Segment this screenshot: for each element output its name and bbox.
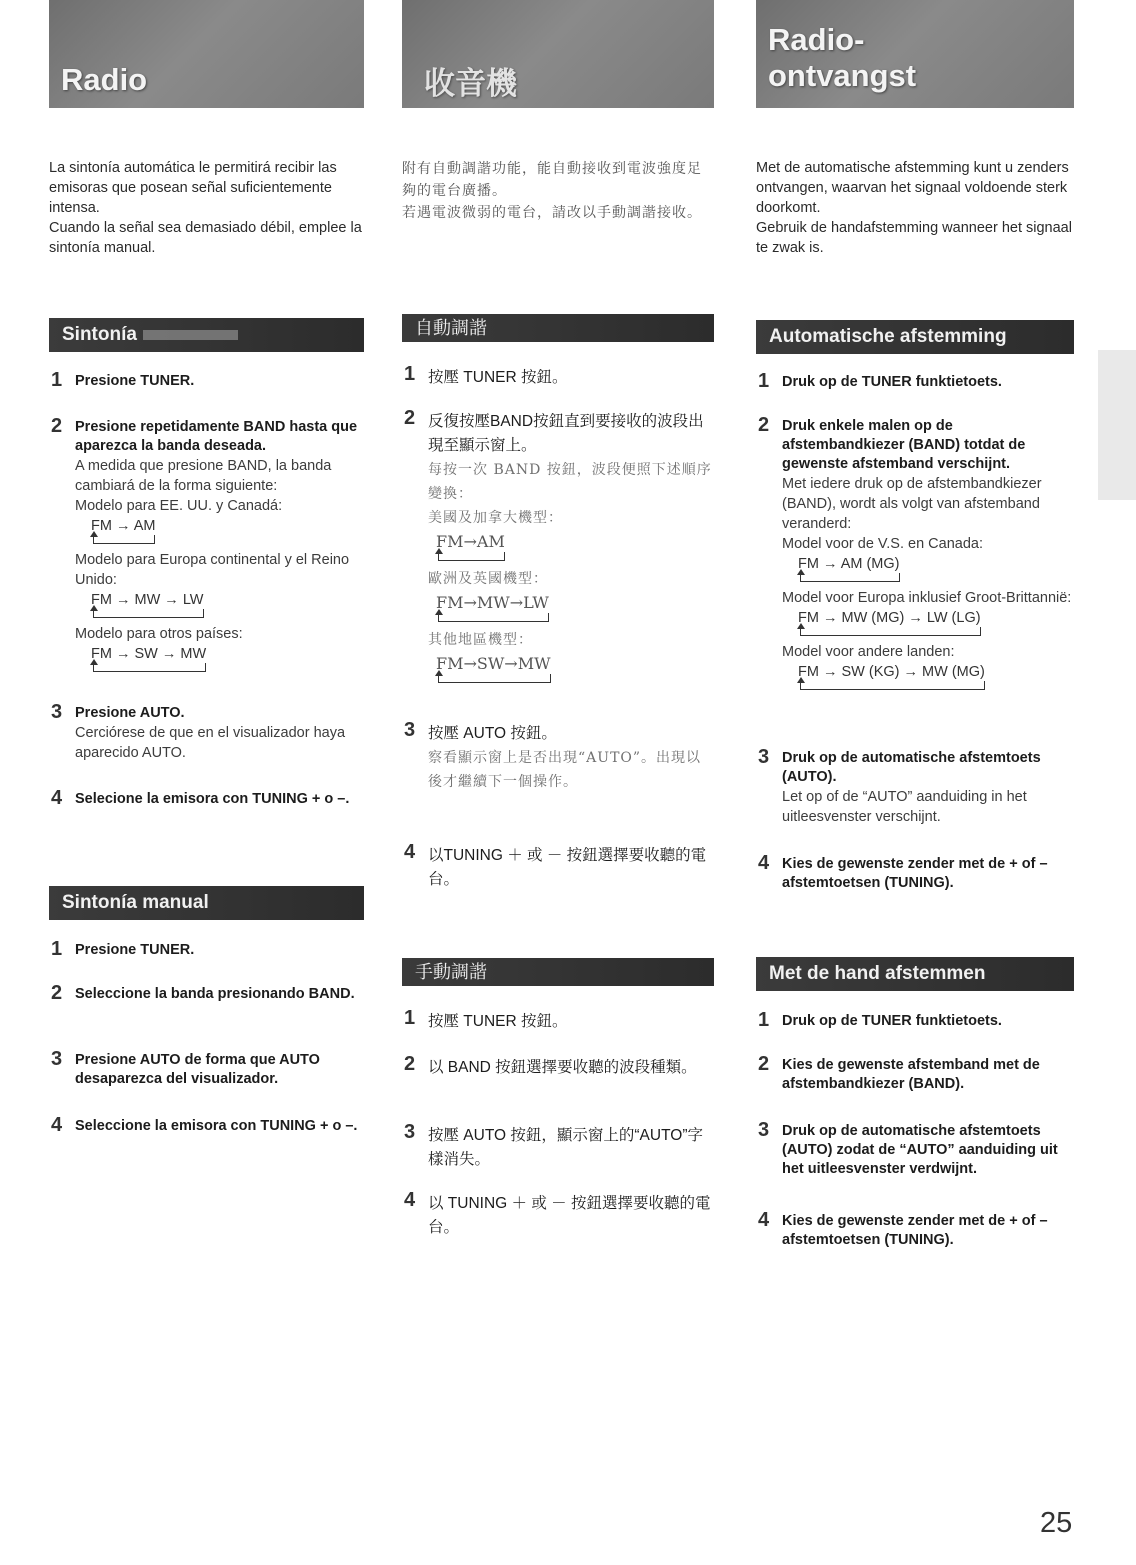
step-number: 2 [51, 982, 63, 1004]
step-number: 3 [404, 1121, 416, 1143]
step-title: 按壓 TUNER 按鈕。 [428, 1013, 568, 1030]
model-label: Modelo para otros países: [75, 626, 243, 642]
list-item [402, 1007, 714, 1056]
step-number: 1 [404, 363, 416, 385]
step-title: 以 BAND 按鈕選擇要收聽的波段種類。 [428, 1059, 697, 1076]
step-title: Kies de gewenste zender met de + of – afstemtoetsen (TUNING). [782, 1213, 1048, 1248]
manual-tuning-steps [756, 1009, 1074, 1250]
step-title: Druk op de automatische afstemtoets (AUTO). [782, 750, 1041, 785]
step-number: 1 [404, 1007, 416, 1029]
band-sequence: FM→MW→LW [436, 593, 549, 622]
model-label: 歐洲及英國機型： [428, 571, 548, 587]
band-sequence: FM → MW (MG) → LW (LG) [798, 610, 981, 636]
step-number: 2 [758, 414, 770, 436]
step-description: Met iedere druk op de afstembandkiezer (BAND), wordt als volgt van afstemband veranderd: [782, 476, 1042, 532]
model-label: Model voor andere landen: [782, 644, 955, 660]
section-title: Radio- ontvangst [768, 22, 917, 93]
list-item [756, 1009, 1074, 1056]
title-banner [402, 0, 714, 108]
auto-tuning-heading [756, 320, 1074, 354]
band-sequence: FM→AM [436, 532, 505, 561]
heading-label: Automatische afstemming [769, 326, 1007, 347]
list-item [49, 787, 364, 809]
step-title: Kies de gewenste afstemband met de afstembandkiezer (BAND). [782, 1057, 1040, 1092]
step-number: 4 [404, 1189, 416, 1211]
step-title: Selecione la emisora con TUNING + o –. [75, 791, 350, 807]
step-title: Druk op de automatische afstemtoets (AUTO) zodat de “AUTO” aanduiding uit het uitleesvenster verdwijnt. [782, 1123, 1058, 1177]
step-number: 4 [758, 852, 770, 874]
intro-text: 附有自動調諧功能，能自動接收到電波強度足夠的電台廣播。 若遇電波微弱的電台，請改以手動調諧接收。 [402, 161, 702, 221]
list-item [402, 1121, 714, 1192]
step-number: 2 [404, 407, 416, 429]
step-number: 4 [404, 841, 416, 863]
intro-text: Met de automatische afstemming kunt u zenders ontvangen, waarvan het signaal voldoende sterk doorkomt. Gebruik de handafstemming wanneer het signaal te zwak is. [756, 160, 1072, 256]
step-title: Presione AUTO de forma que AUTO desaparezca del visualizador. [75, 1052, 320, 1087]
page-edge-tab [1098, 350, 1136, 500]
section-title: Radio [61, 62, 148, 97]
list-item [756, 414, 1074, 749]
model-label: 其他地區機型： [428, 632, 533, 648]
step-number: 4 [51, 1114, 63, 1136]
list-item [49, 982, 364, 1051]
step-title: Seleccione la banda presionando BAND. [75, 986, 355, 1002]
list-item [756, 1119, 1074, 1212]
step-title: Presione AUTO. [75, 705, 185, 721]
heading-faded-text [143, 330, 238, 340]
step-description: 每按一次 BAND 按鈕，波段便照下述順序變換： [428, 462, 712, 502]
list-item [49, 415, 364, 704]
auto-tuning-steps [756, 370, 1074, 893]
auto-tuning-heading [402, 314, 714, 342]
step-title: Druk op de TUNER funktietoets. [782, 1013, 1002, 1029]
band-sequence: FM→SW→MW [436, 654, 551, 683]
step-title: 按壓 TUNER 按鈕。 [428, 369, 568, 386]
intro-text: La sintonía automática le permitirá recibir las emisoras que posean señal suficientemente intensa. Cuando la señal sea demasiado débil, emplee la sintonía manual. [49, 160, 362, 256]
manual-tuning-heading [402, 958, 714, 986]
list-item [49, 369, 364, 418]
manual-tuning-heading [756, 957, 1074, 991]
step-description: 察看顯示窗上是否出現“AUTO”。出現以後才繼續下一個操作。 [428, 750, 702, 790]
step-title: Druk enkele malen op de afstembandkiezer (BAND) totdat de gewenste afstemband verschijnt. [782, 418, 1026, 472]
band-sequence: FM → AM (MG) [798, 556, 900, 582]
list-item [756, 1053, 1074, 1122]
step-number: 3 [404, 719, 416, 741]
list-item [402, 363, 714, 410]
auto-tuning-steps [49, 369, 364, 809]
title-banner [756, 0, 1074, 108]
step-number: 4 [758, 1209, 770, 1231]
list-item [49, 1048, 364, 1117]
list-item [756, 370, 1074, 417]
step-title: 以 TUNING ＋ 或 － 按鈕選擇要收聽的電台。 [428, 1195, 711, 1236]
page-number: 25 [1040, 1507, 1073, 1539]
list-item [756, 1209, 1074, 1250]
band-sequence: FM → SW → MW [91, 646, 206, 672]
auto-tuning-heading [49, 318, 364, 352]
list-item [49, 1114, 364, 1136]
section-title: 收音機 [424, 66, 517, 101]
step-number: 3 [51, 1048, 63, 1070]
band-sequence: FM → AM [91, 518, 155, 544]
step-title: 按壓 AUTO 按鈕。 [428, 725, 557, 742]
list-item [402, 841, 714, 892]
heading-label: Sintonía [62, 324, 137, 345]
step-number: 3 [758, 1119, 770, 1141]
step-title: Seleccione la emisora con TUNING + o –. [75, 1118, 358, 1134]
auto-tuning-steps [402, 363, 714, 892]
list-item [49, 938, 364, 985]
step-title: Presione TUNER. [75, 942, 195, 958]
step-number: 2 [51, 415, 63, 437]
list-item [756, 746, 1074, 855]
step-title: Presione repetidamente BAND hasta que aparezca la banda deseada. [75, 419, 358, 454]
model-label: Modelo para Europa continental y el Reino Unido: [75, 552, 350, 588]
step-number: 3 [758, 746, 770, 768]
step-number: 4 [51, 787, 63, 809]
list-item [49, 701, 364, 790]
list-item [402, 719, 714, 844]
step-number: 1 [758, 370, 770, 392]
heading-label: Met de hand afstemmen [769, 963, 986, 984]
step-title: Kies de gewenste zender met de + of – afstemtoetsen (TUNING). [782, 856, 1048, 891]
manual-tuning-steps [49, 938, 364, 1136]
step-number: 2 [758, 1053, 770, 1075]
step-title: Druk op de TUNER funktietoets. [782, 374, 1002, 390]
model-label: Model voor Europa inklusief Groot-Brittannië: [782, 590, 1072, 606]
band-sequence: FM → SW (KG) → MW (MG) [798, 664, 985, 690]
heading-label: Sintonía manual [62, 892, 209, 913]
step-number: 1 [758, 1009, 770, 1031]
step-number: 3 [51, 701, 63, 723]
step-title: Presione TUNER. [75, 373, 195, 389]
step-title: 反復按壓BAND按鈕直到要接收的波段出現至顯示窗上。 [428, 413, 704, 454]
list-item [402, 1189, 714, 1240]
list-item [756, 852, 1074, 893]
step-title: 按壓 AUTO 按鈕，顯示窗上的“AUTO”字樣消失。 [428, 1127, 703, 1168]
list-item [402, 1053, 714, 1124]
manual-tuning-steps [402, 1007, 714, 1240]
model-label: Model voor de V.S. en Canada: [782, 536, 983, 552]
step-number: 1 [51, 938, 63, 960]
step-title: 以TUNING ＋ 或 － 按鈕選擇要收聽的電台。 [428, 847, 707, 888]
step-description: A medida que presione BAND, la banda cambiará de la forma siguiente: [75, 458, 332, 494]
model-label: 美國及加拿大機型： [428, 510, 563, 526]
model-label: Modelo para EE. UU. y Canadá: [75, 498, 283, 514]
step-description: Let op of de “AUTO” aanduiding in het uitleesvenster verschijnt. [782, 789, 1027, 825]
manual-tuning-heading [49, 886, 364, 920]
heading-label: 手動調諧 [415, 962, 487, 982]
heading-label: 自動調諧 [415, 318, 487, 338]
band-sequence: FM → MW → LW [91, 592, 204, 618]
step-description: Cerciórese de que en el visualizador haya aparecido AUTO. [75, 725, 346, 761]
step-number: 1 [51, 369, 63, 391]
list-item [402, 407, 714, 722]
title-banner [49, 0, 364, 108]
step-number: 2 [404, 1053, 416, 1075]
